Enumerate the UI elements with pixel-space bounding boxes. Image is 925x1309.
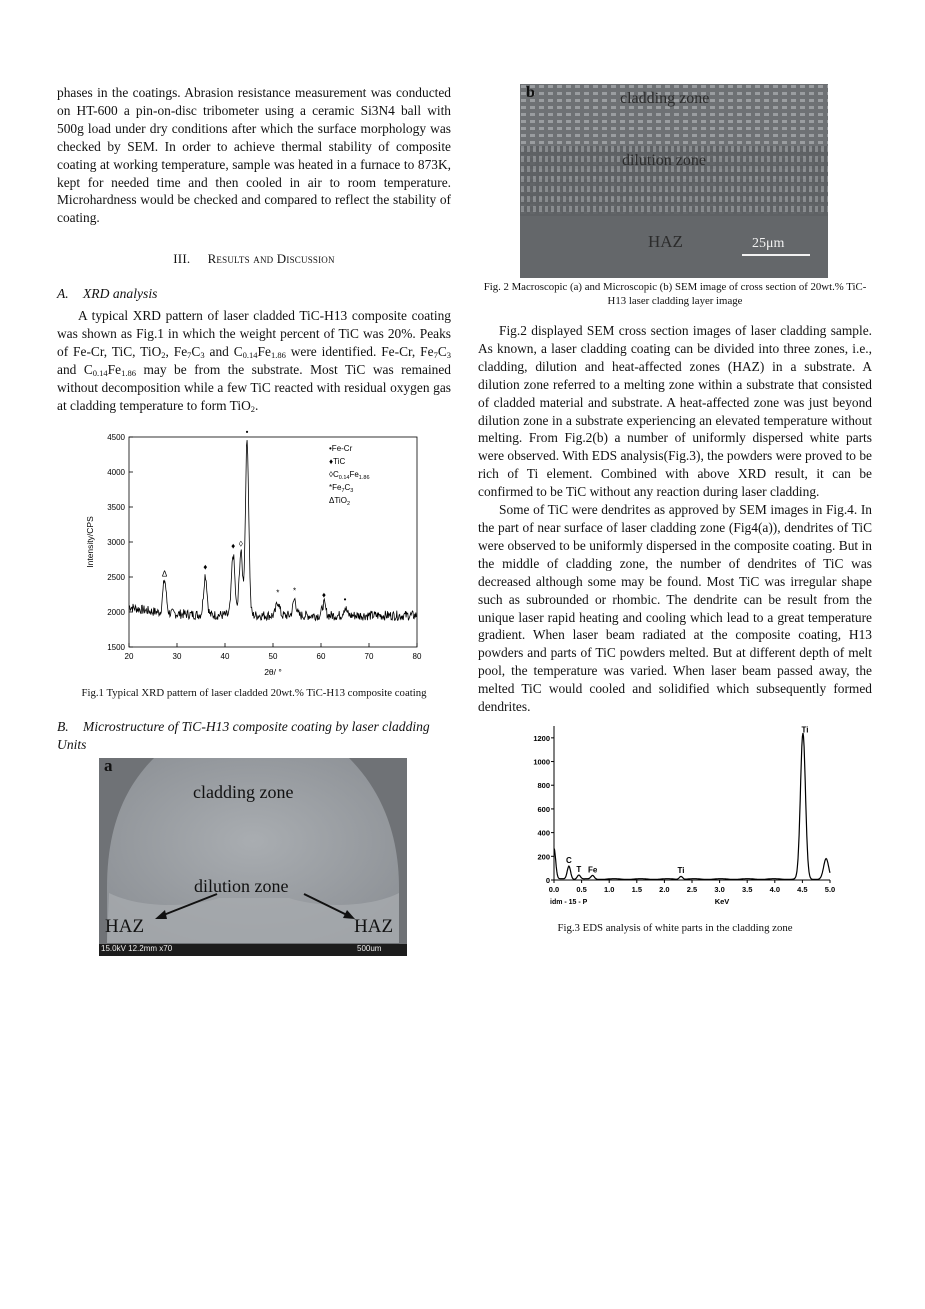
xrd-x-tick-label: 40 [220,651,230,661]
xrd-y-tick-label: 3000 [107,537,125,547]
eds-x-tick-label: 2.0 [659,884,670,894]
eds-x-tick-label: 4.5 [797,884,808,894]
xrd-y-tick-label: 2000 [107,607,125,617]
fig2a-haz-left: HAZ [105,916,145,938]
xrd-peak-marker: Δ [161,569,168,579]
xrd-legend-entry: •Fe-Cr [329,443,353,453]
xrd-peak-marker: ◊ [238,539,243,549]
eds-x-tick-label: 1.5 [631,884,643,894]
subsection-b-title: Microstructure of TiC-H13 composite coating by laser cladding Units [57,719,430,753]
eds-chart-svg [534,720,834,920]
xrd-legend-entry: ♦TiC [329,456,346,466]
xrd-x-axis-label: 2θ/ ° [264,666,282,677]
eds-y-tick-label: 1000 [533,757,550,767]
fig2b-scale-label: 25μm [752,236,785,251]
xrd-peak-marker: ♦ [321,590,326,600]
xrd-y-tick-label: 4000 [107,467,125,477]
eds-peak-label-ti-low: Ti [677,865,685,875]
eds-y-tick-label: 800 [537,781,550,791]
fig2b-panel-label: b [526,84,535,101]
fig2b-dilution-label: dilution zone [622,152,706,169]
fig1-xrd-chart [79,429,449,679]
eds-x-tick-label: 2.5 [686,884,698,894]
subsection-a-label: A. [57,286,69,302]
eds-y-tick-label: 1200 [533,733,550,743]
eds-x-tick-label: 0.0 [548,884,560,894]
xrd-peak-marker: ♦ [203,562,208,572]
fig2a-info-right: 500um [357,944,382,954]
xrd-peak-marker: ♦ [231,541,236,551]
fig2a-haz-right: HAZ [354,916,394,938]
fig3-caption: Fig.3 EDS analysis of white parts in the cladding zone [557,921,793,934]
xrd-series-line [129,440,416,620]
xrd-legend-entry: $*Fe_7C_3$ [329,482,354,494]
section-title: Results and Discussion [207,251,335,267]
eds-footer-label: idm - 15 - P [550,898,588,906]
eds-peak-label: Ti [801,725,809,735]
xrd-legend-entry: $◊C_{0.14}Fe_{1.86}$ [329,469,370,481]
dendrite-paragraph: Some of TiC were dendrites as approved by SEM images in Fig.4. In the part of near surface of laser cladding zone (Fig4(a)), dendrites of TiC were observed to be uniformly dispersed in the composite coating. But in the middle of cladding zone, the number of dendrites of TiC was decreased although some may be found. Most TiC was irregular shape such as subrounded or rhombic. The dendrite can be result from the unique laser rapid heating and cooling which lead to a great temperature gradient. When laser beam radiated at the composite coating, H13 powders and parts of TiC powders melted. But at different depth of melt pool, the temperature was varied. When laser beam passed away, the melted TiC would cooled and solidified which subsequently formed dendrites. [478,502,872,715]
eds-peak-label: T [576,864,582,874]
fig2a-cladding-label: cladding zone [193,782,294,803]
eds-spectrum-line [554,733,830,879]
xrd-peak-marker: * [293,586,297,596]
eds-x-tick-label: 4.0 [769,884,781,894]
intro-paragraph: phases in the coatings. Abrasion resistance measurement was conducted on HT-600 a pin-on-disc tribometer using a ceramic Si3N4 ball with 500g load under dry conditions after which the surface morphology was checked by SEM. In order to achieve thermal stability of composite coating at working temperature, sample was heated in a furnace to 873K, kept for needed time and then cooled in air to room temperature. Microhardness would be checked and compared to reflect the stability of coating. [57,85,451,226]
fig1-caption: Fig.1 Typical XRD pattern of laser cladded 20wt.% TiC-H13 composite coating [81,686,427,699]
subsection-b-heading [57,718,451,754]
subsection-a-title: XRD analysis [83,286,158,302]
fig2a-info-left: 15.0kV 12.2mm x70 [101,944,173,954]
xrd-x-tick-label: 80 [412,651,422,661]
xrd-peak-marker: * [276,588,280,598]
xrd-legend-entry: ΔTiO$_2$ [329,495,350,507]
subsection-b-label: B. [57,719,69,735]
xrd-x-tick-label: 50 [268,651,278,661]
eds-peak-label: C [566,855,572,865]
fig2a-dilution-label: dilution zone [194,876,289,897]
fig2b-sem-image [520,84,828,278]
xrd-y-tick-label: 2500 [107,572,125,582]
fig2a-panel-label: a [104,756,113,776]
xrd-y-tick-label: 1500 [107,642,125,652]
left-column [57,84,451,956]
xrd-y-tick-label: 4500 [107,432,125,442]
section-number: III. [173,251,191,267]
eds-x-axis-label: KeV [714,896,730,906]
fig2b-scale-bar [742,254,810,256]
xrd-peak-marker: • [343,594,347,604]
eds-x-tick-label: 3.5 [741,884,753,894]
xrd-paragraph: A typical XRD pattern of laser cladded TiC-H13 composite coating was shown as Fig.1 in which the weight percent of TiC was 20%. Peaks of Fe-Cr, TiC, TiO$_2$, $Fe_7C_3$ and $C_{0.14}Fe_{1.86}$ were identified. Fe-Cr, $Fe_7C_3$ and $C_{0.14}Fe_{1.86}$ may be from the substrate. Most TiC was remained without decomposition while a few TiC reacted with residual oxygen gas at cladding temperature to form TiO$_2$. [57,308,452,414]
xrd-x-tick-label: 30 [172,651,182,661]
xrd-peak-marker: • [245,427,249,437]
fig2b-haz-label: HAZ [648,232,683,251]
xrd-x-tick-label: 70 [364,651,374,661]
fig2b-cladding-label: cladding zone [620,90,710,107]
eds-x-tick-label: 1.0 [603,884,615,894]
eds-y-tick-label: 0 [545,875,550,885]
eds-y-tick-label: 600 [537,804,550,814]
fig2-caption: Fig. 2 Macroscopic (a) and Microscopic (b) SEM image of cross section of 20wt.% TiC-H13 laser cladding layer image [483,281,867,307]
section-heading [57,251,451,267]
eds-y-tick-label: 400 [537,828,550,838]
right-column [478,84,872,935]
subsection-a-heading [57,285,451,303]
eds-peak-label: Fe [587,865,598,875]
sem-paragraph: Fig.2 displayed SEM cross section images of laser cladding sample. As known, a laser cladding coating can be divided into three zones, i.e., cladding, dilution and heat-affected zones (HAZ) in a substrate. A dilution zone referred to a melting zone within a substrate that consisted of cladded material and substrate. A heat-affected zone was just beyond dilution zone in a substrate experiencing an elevated temperature without melting. From Fig.2(b) a number of uniformly dispersed white parts were observed. With EDS analysis(Fig.3), the powders were proved to be rich of Ti element. Combined with above XRD result, it can be confirmed to be TiC without any reaction during laser cladding. [478,323,872,500]
fig3-eds-chart [534,720,834,920]
eds-y-tick-label: 200 [537,852,550,862]
xrd-y-axis-label: Intensity/CPS [85,515,95,568]
xrd-chart-svg [79,429,449,679]
xrd-x-tick-label: 60 [316,651,326,661]
eds-x-tick-label: 5.0 [824,884,836,894]
eds-x-tick-label: 3.0 [714,884,725,894]
eds-x-tick-label: 0.5 [576,884,587,894]
xrd-y-tick-label: 3500 [107,502,125,512]
fig2a-sem-image [99,758,407,956]
xrd-x-tick-label: 20 [124,651,134,661]
